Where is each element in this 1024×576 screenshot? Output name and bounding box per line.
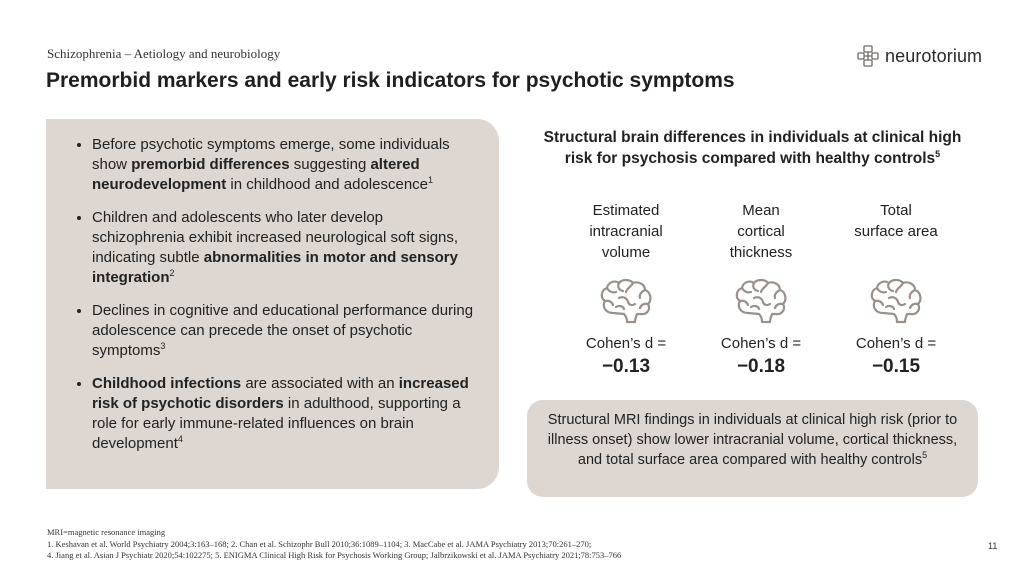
page-title: Premorbid markers and early risk indicators for psychotic symptoms (46, 69, 735, 92)
footnote-abbreviation: MRI=magnetic resonance imaging (47, 527, 166, 537)
metric-label (561, 200, 691, 264)
summary-ref: 5 (922, 450, 928, 461)
logo-text: neurotorium (885, 45, 983, 66)
metric-label-line: Mean (742, 202, 780, 219)
logo (857, 44, 982, 68)
bullet-text: Before psychotic symptoms emerge, some individuals show (92, 136, 450, 173)
figure-title (540, 127, 965, 169)
brain-icon (595, 276, 657, 326)
cohens-d-label: Cohen’s d = (720, 335, 802, 352)
bullet-item (92, 301, 477, 361)
reference-marker: 4 (177, 434, 183, 444)
reference-marker: 3 (160, 341, 166, 351)
cohens-d-label: Cohen’s d = (585, 335, 667, 352)
brain-circuit-logo-icon (857, 44, 879, 68)
bullet-text: in adulthood, supporting a role for early immune-related influences on brain development (92, 395, 461, 452)
emphasis-text: abnormalities in motor and sensory integration (92, 249, 458, 286)
figure-title-ref: 5 (935, 148, 941, 159)
footnote-references-1: 1. Keshavan et al. World Psychiatry 2004;3:163–168; 2. Chan et al. Schizophr Bull 2010;36:1089–1104; 3. MacCabe et al. JAMA Psychiatry 2013;70:261–270; (47, 538, 592, 549)
breadcrumb: Schizophrenia – Aetiology and neurobiology (47, 46, 281, 61)
emphasis-text: Childhood infections (92, 375, 242, 392)
metric-label-line: Total (880, 202, 912, 219)
brain-icon (865, 276, 927, 326)
brain-icon (730, 276, 792, 326)
cohens-d-value: −0.15 (871, 356, 921, 377)
emphasis-text: altered neurodevelopment (92, 156, 420, 193)
metric-column (696, 200, 826, 378)
summary-text: Structural MRI findings in individuals at clinical high risk (prior to illness onset) show lower intracranial volume, cortical thickness, and total surface area compared with healthy controls (547, 412, 958, 468)
summary-box (527, 400, 978, 497)
metric-column (831, 200, 961, 378)
metric-column (561, 200, 691, 378)
emphasis-text: increased risk of psychotic disorders (92, 375, 469, 412)
figure-title-text: Structural brain differences in individuals at clinical high risk for psychosis compared with healthy controls (543, 129, 962, 167)
bullet-text: Children and adolescents who later develop schizophrenia exhibit increased neurological soft signs, indicating subtle (92, 209, 459, 266)
reference-marker: 2 (169, 268, 175, 278)
cohens-d-value: −0.18 (736, 356, 786, 377)
metric-label (696, 200, 826, 264)
metric-label-line: cortical (737, 223, 785, 240)
reference-marker: 1 (428, 175, 434, 185)
bullet-item (92, 135, 477, 195)
bullet-item (92, 374, 477, 454)
metric-label (831, 200, 961, 264)
metric-label-line: thickness (729, 244, 793, 261)
bullet-item (92, 208, 477, 288)
metric-label-line: Estimated (592, 202, 660, 219)
bullet-list (72, 135, 477, 454)
bullet-text: suggesting (289, 156, 371, 173)
key-points-panel (46, 119, 499, 489)
bullet-text: are associated with an (241, 375, 399, 392)
cohens-d-label: Cohen’s d = (855, 335, 937, 352)
emphasis-text: premorbid differences (131, 156, 290, 173)
metric-label-line: surface area (854, 223, 938, 240)
cohens-d-value: −0.13 (601, 356, 651, 377)
bullet-text: Declines in cognitive and educational performance during adolescence can precede the onset of psychotic symptoms (92, 302, 474, 359)
footnotes (47, 527, 621, 562)
metric-label-line: intracranial (589, 223, 663, 240)
page-number: 11 (988, 541, 998, 551)
metric-label-line: volume (601, 244, 651, 261)
bullet-text: in childhood and adolescence (226, 176, 429, 193)
footnote-references-2: 4. Jiang et al. Asian J Psychiatr 2020;54:102275; 5. ENIGMA Clinical High Risk for Psychosis Working Group; Jalbrzikowski et al. JAMA Psychiatry 2021;78:753–766 (47, 550, 622, 560)
